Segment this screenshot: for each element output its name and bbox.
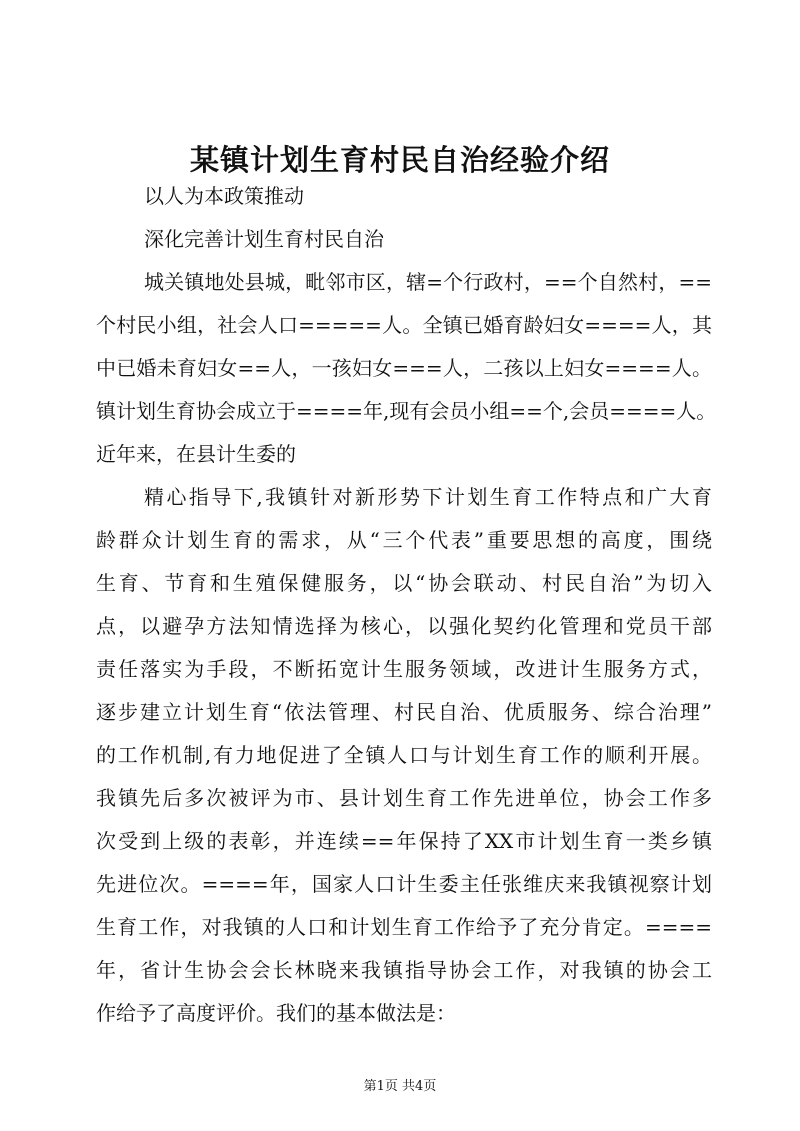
text-line: 逐步建立计划生育“依法管理、村民自治、优质服务、综合治理” bbox=[96, 700, 712, 724]
text-line: 责任落实为手段，不断拓宽计生服务领域，改进计生服务方式， bbox=[96, 657, 712, 681]
text-line: 生育工作，对我镇的人口和计划生育工作给予了充分肯定。==== bbox=[96, 915, 712, 939]
text-line: 城关镇地处县城，毗邻市区，辖=个行政村，==个自然村，== bbox=[144, 270, 712, 294]
text-line: 深化完善计划生育村民自治 bbox=[144, 227, 384, 251]
text-line: 镇计划生育协会成立于====年,现有会员小组==个,会员====人。 bbox=[96, 399, 717, 423]
text-line: 先进位次。====年，国家人口计生委主任张维庆来我镇视察计划 bbox=[96, 872, 712, 896]
text-line: 生育、节育和生殖保健服务，以“协会联动、村民自治”为切入 bbox=[96, 571, 712, 595]
text-line: 我镇先后多次被评为市、县计划生育工作先进单位，协会工作多 bbox=[96, 786, 712, 810]
page-footer: 第1页 共4页 bbox=[363, 1079, 437, 1094]
text-line: 的工作机制,有力地促进了全镇人口与计划生育工作的顺利开展。 bbox=[96, 743, 712, 767]
text-line: 作给予了高度评价。我们的基本做法是： bbox=[96, 1001, 456, 1025]
text-line: 近年来，在县计生委的 bbox=[96, 442, 296, 466]
text-line: 以人为本政策推动 bbox=[144, 184, 304, 208]
text-line: 龄群众计划生育的需求，从“三个代表”重要思想的高度，围绕 bbox=[96, 528, 712, 552]
document-body bbox=[96, 175, 717, 1035]
text-line: 年，省计生协会会长林晓来我镇指导协会工作，对我镇的协会工 bbox=[96, 958, 712, 982]
document-title: 某镇计划生育村民自治经验介绍 bbox=[189, 143, 610, 177]
text-line: 精心指导下,我镇针对新形势下计划生育工作特点和广大育 bbox=[144, 485, 712, 509]
text-line: 点，以避孕方法知情选择为核心，以强化契约化管理和党员干部 bbox=[96, 614, 712, 638]
text-line: 个村民小组，社会人口=====人。全镇已婚育龄妇女====人，其 bbox=[96, 313, 712, 337]
text-line: 中已婚未育妇女==人，一孩妇女===人，二孩以上妇女====人。 bbox=[96, 356, 712, 380]
text-line: 次受到上级的表彰，并连续==年保持了XX市计划生育一类乡镇 bbox=[96, 829, 712, 853]
